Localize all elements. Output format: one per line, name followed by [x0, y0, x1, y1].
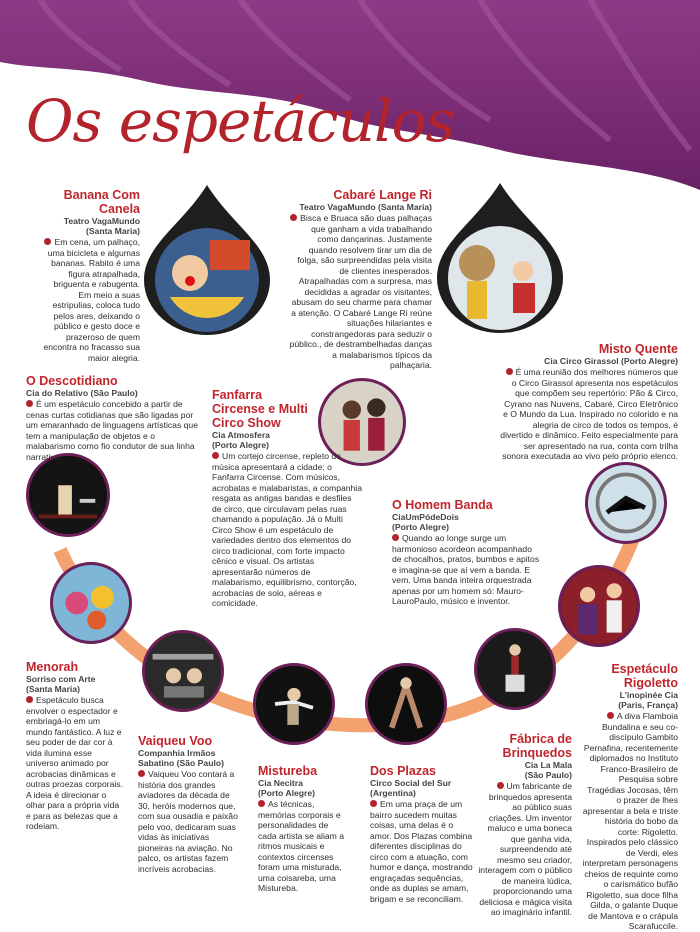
- bullet-dot-icon: [506, 368, 513, 375]
- show-text: Quando ao longe surge um harmonioso acordeon acompanhado de chocalhos, pratos, bumbos e apitos e imagina-se que aí vem a banda. E vem. Uma banda inteira orquestrada apenas por um homem só: Mauro-LauroPaulo, músico e inventor.: [392, 533, 540, 606]
- show-text: Vaiqueu Voo contará a história dos grandes aviadores da década de 30, heróis modernos que, com sua ousadia e paixão pelo voo, dedicaram suas vidas às iniciativas pioneiras na aviação. No palco, os artistas fazem incríveis acrobacias.: [138, 769, 238, 874]
- show-company: Cia Circo Girassol (Porto Alegre): [544, 356, 678, 366]
- show-company: Teatro VagaMundo: [63, 216, 140, 226]
- photo-drop-banana: [142, 185, 272, 335]
- photo-ring-fabrica: [474, 628, 556, 710]
- show-text: Um fabricante de brinquedos apresenta ao público suas criações. Um inventor maluco e uma boneca que ganha vida, surpreendendo até mesmo seu criador, interagem com o público de maneira lúdica, proporcionando uma deliciosa e mágica visita ao imaginário infantil.: [478, 781, 572, 917]
- show-place: (Porto Alegre): [212, 440, 269, 450]
- show-company: Sorriso com Arte: [26, 674, 96, 684]
- bullet-dot-icon: [258, 800, 265, 807]
- show-title: Vaiqueu Voo: [138, 734, 213, 748]
- photo-ring-misto: [585, 462, 667, 544]
- bullet-dot-icon: [26, 400, 33, 407]
- show-company: Circo Social del Sur: [370, 778, 452, 788]
- photo-ring-rigoletto: [558, 565, 640, 647]
- show-company: Cia Necitra: [258, 778, 303, 788]
- show-company: Companhia Irmãos Sabatino (São Paulo): [138, 748, 224, 768]
- show-title: Mistureba: [258, 764, 318, 778]
- show-place: (Santa Maria): [26, 684, 80, 694]
- photo-ring-vaiqueu: [142, 630, 224, 712]
- show-text: Em cena, um palhaço, uma bicicleta e algumas bananas. Rabito é uma figura atrapalhada, briguenta e rabugenta. Em meio a suas estripulias, coloca tudo pelos ares, deixando o público e gesto doce e prazeroso de quem encontra no fracasso sua maior alegria.: [43, 237, 140, 363]
- show-company: Cia Atmosfera: [212, 430, 270, 440]
- photo-ring-descotidiano: [26, 453, 110, 537]
- show-title: Banana Com Canela: [63, 188, 140, 216]
- show-title: O Descotidiano: [26, 374, 118, 388]
- show-text: É uma reunião dos melhores números que o Circo Girassol apresenta nos espetáculos que compõem seu repertório: Pão & Circo, Cyrano nas Nuvens, Cabaré, Circo Eletrônico e O Mundo da Lua. Inspirado no colorido e na alegria de circo de todos os tempos, é divertido e dinâmico. Feito especialmente para ser apresentado na rua, conta com trilha sonora executada ao vivo pelo próprio elenco.: [500, 367, 678, 461]
- show-misto: [500, 342, 678, 462]
- show-company: L'inopinée Cia: [619, 690, 678, 700]
- show-place: (Santa Maria): [86, 226, 140, 236]
- show-mistureba: [258, 764, 346, 894]
- show-vaiqueu: [138, 734, 238, 874]
- show-menorah: [26, 660, 124, 832]
- show-text: É um espetáculo concebido a partir de cenas curtas cotidianas que são ligadas por um emaranhado de linguagens artísticas que tem a manipulação de objetos e o malabarismo como fio condutor de sua linha narrativa.: [26, 399, 198, 462]
- bullet-dot-icon: [497, 782, 504, 789]
- bullet-dot-icon: [212, 452, 219, 459]
- show-title: Espetáculo Rigoletto: [611, 662, 678, 690]
- bullet-dot-icon: [44, 238, 51, 245]
- photo-ring-mistureba: [253, 663, 335, 745]
- show-text: Bisca e Bruaca são duas palhaças que ganham a vida trabalhando como dançarinas. Justamente quando resolvem tirar um dia de folga, são surpreendidas pela visita de clientes inesperados. Atrapalhadas com a surpresa, mas decididas a agradar os visitantes, abusam do seu charme para chamar a atenção. O Cabaré Lange Ri reúne situações hilariantes e constrangedoras para seduzir o público., de destrambelhadas danças a malabarismos típicos da palhaçaria.: [289, 213, 432, 370]
- show-dos-plazas: [370, 764, 476, 904]
- bullet-dot-icon: [392, 534, 399, 541]
- show-cabare: [288, 188, 432, 371]
- show-place: (Porto Alegre): [392, 522, 449, 532]
- show-title: Fanfarra Circense e Multi Circo Show: [212, 388, 308, 430]
- photo-ring-dosplazas: [365, 663, 447, 745]
- show-company: Teatro VagaMundo (Santa Maria): [299, 202, 432, 212]
- show-text: Em uma praça de um bairro sucedem muitas coisas, uma delas é o amor. Dos Plazas combina diferentes disciplinas do circo com a atuação, com humor e dança, mostrando engraçadas sequências, onde as duplas se amam, brigam e se reconciliam.: [370, 799, 473, 904]
- show-company: CiaUmPódeDois: [392, 512, 459, 522]
- photo-ring-menorah: [50, 562, 132, 644]
- show-text: As técnicas, memórias corporais e personalidades de cada artista se aliam a ritmos musicais e contextos circenses foram uma misturada, uma coisareba, uma Mistureba.: [258, 799, 344, 893]
- show-text: Um cortejo circense, repleto de música apresentará a cidade: o Fanfarra Circense. Com músicos, acrobatas e malabaristas, a companhia resgata as antigas bandas e desfiles de circo, que circulavam pelas ruas chamando a população. Já o Multi Circo Show é um espetáculo de variedades dentro dos elementos do circo tradicional, com forte impacto cênico e visual. Os artistas apresentarão números de malabarismo, equilibrismo, contorção, acrobacias de solo, aéreas e comicidade.: [212, 451, 362, 608]
- show-company: Cia do Relativo (São Paulo): [26, 388, 138, 398]
- show-title: O Homem Banda: [392, 498, 493, 512]
- photo-drop-cabare: [435, 183, 565, 333]
- show-fabrica: [478, 732, 572, 918]
- bullet-dot-icon: [138, 770, 145, 777]
- show-banana: [40, 188, 140, 363]
- show-place: (Argentina): [370, 788, 416, 798]
- show-title: Dos Plazas: [370, 764, 437, 778]
- bullet-dot-icon: [370, 800, 377, 807]
- show-title: Cabaré Lange Ri: [333, 188, 432, 202]
- show-company: Cia La Mala: [524, 760, 572, 770]
- show-text: Espetáculo busca envolver o espectador e embriagá-lo em um mundo fantástico. A luz e seu poder de dar cor à vida ilumina esse universo animado por acrobacias dinâmicas e outras proezas corporais. A ideia é direcionar o olhar para a própria vida e para as belezas que a rodeiam.: [26, 695, 123, 831]
- show-place: (Paris, França): [618, 700, 678, 710]
- show-text: A diva Flamboia Bundalina e seu co-discípulo Gambito Pernafina, recentemente diplomados no Instituto Franco-Brasileiro de Pesquisa sobre Tragédias Jocosas, têm o prazer de lhes apresentar a bela e triste história do bobo da corte: Rigoletto. Inspirados pelo clássico de Verdi, eles interpretam personagens cheios de requinte como o carismático bufão Rigoletto, sua doce filha Gilda, o galante Duque de Mantova e o crápula Scarafuccile.: [582, 711, 678, 931]
- bullet-dot-icon: [290, 214, 297, 221]
- page-title: Os espetáculos: [26, 87, 455, 155]
- bullet-dot-icon: [26, 696, 33, 703]
- show-title: Misto Quente: [598, 342, 678, 356]
- show-title: Menorah: [26, 660, 79, 674]
- bullet-dot-icon: [607, 712, 614, 719]
- show-rigoletto: [582, 662, 678, 932]
- show-place: (Porto Alegre): [258, 788, 315, 798]
- show-title: Fábrica de Brinquedos: [502, 732, 572, 760]
- show-descotidiano: [26, 374, 198, 462]
- show-homem-banda: [392, 498, 542, 607]
- show-fanfarra: [212, 388, 362, 609]
- show-place: (São Paulo): [524, 770, 572, 780]
